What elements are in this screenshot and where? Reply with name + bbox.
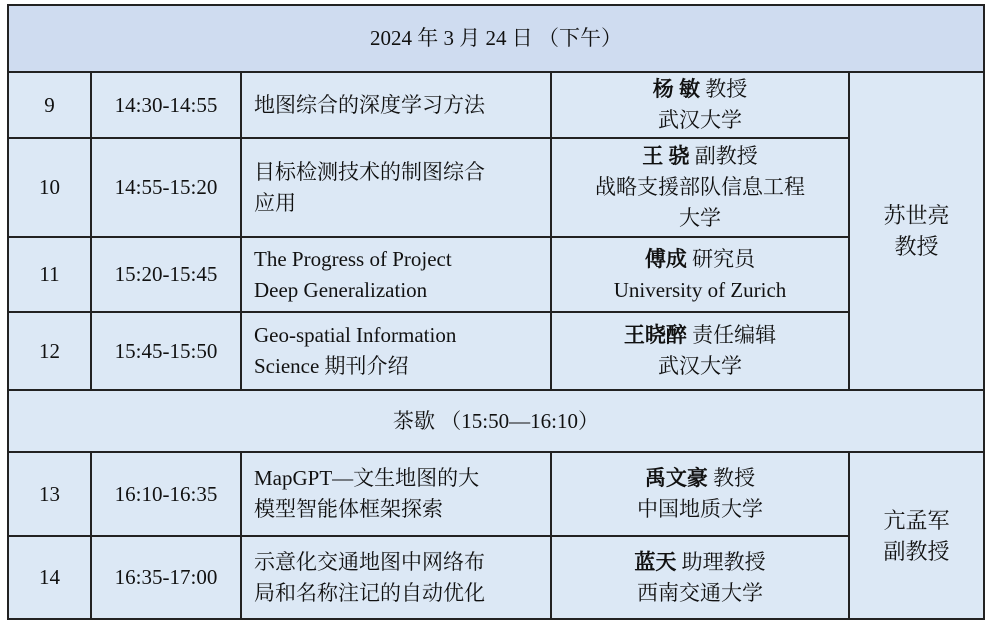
chair-title: 副教授 xyxy=(883,538,950,564)
speaker-cell xyxy=(551,312,849,390)
talk-number: 9 xyxy=(8,72,91,138)
speaker-name: 杨 敏 xyxy=(652,77,700,101)
speaker-line xyxy=(552,547,848,578)
chair-name: 亢孟军 xyxy=(883,507,950,533)
talk-title-line: 局和名称注记的自动优化 xyxy=(254,580,485,605)
speaker-name: 王 骁 xyxy=(642,144,690,168)
talk-title-line: 示意化交通地图中网络布 xyxy=(254,549,485,574)
speaker-line xyxy=(552,74,848,105)
tea-break: 茶歇 （15:50—16:10） xyxy=(8,390,984,452)
speaker-cell xyxy=(551,237,849,312)
speaker-cell xyxy=(551,138,849,237)
talk-title-line: The Progress of Project xyxy=(254,246,452,271)
talk-number: 11 xyxy=(8,237,91,312)
affiliation-line: 中国地质大学 xyxy=(637,497,763,521)
talk-title-line: Science 期刊介绍 xyxy=(254,354,409,378)
table-row xyxy=(8,237,984,312)
speaker-line xyxy=(552,244,848,275)
talk-title xyxy=(241,138,551,237)
affiliation-line: University of Zurich xyxy=(613,277,787,302)
speaker-name: 蓝天 xyxy=(634,549,677,574)
session-chair xyxy=(849,452,984,619)
speaker-line xyxy=(552,320,848,351)
talk-time: 16:10-16:35 xyxy=(91,452,241,536)
table-row xyxy=(8,452,984,536)
talk-time: 14:30-14:55 xyxy=(91,72,241,138)
talk-time: 14:55-15:20 xyxy=(91,138,241,237)
speaker-name: 傅成 xyxy=(644,246,687,271)
speaker-cell xyxy=(551,536,849,619)
talk-title xyxy=(241,536,551,619)
speaker-line xyxy=(552,463,848,494)
talk-time: 15:45-15:50 xyxy=(91,312,241,390)
talk-title xyxy=(241,72,551,138)
date-header-row xyxy=(8,5,984,72)
affiliation-line: 西南交通大学 xyxy=(637,580,763,605)
talk-number: 13 xyxy=(8,452,91,536)
affiliation-line: 大学 xyxy=(679,206,721,230)
talk-time: 15:20-15:45 xyxy=(91,237,241,312)
chair-title: 教授 xyxy=(894,234,939,259)
table-row xyxy=(8,72,984,138)
talk-title-line: 目标检测技术的制图综合 xyxy=(254,159,485,184)
affiliation-line: 武汉大学 xyxy=(658,108,742,132)
talk-number: 10 xyxy=(8,138,91,237)
speaker-title: 副教授 xyxy=(694,144,758,168)
table-row xyxy=(8,536,984,619)
session-chair xyxy=(849,72,984,390)
talk-title-line: 地图综合的深度学习方法 xyxy=(254,92,485,117)
talk-title-line: Deep Generalization xyxy=(254,277,428,302)
talk-number: 14 xyxy=(8,536,91,619)
affiliation-line: 武汉大学 xyxy=(658,354,742,378)
talk-title xyxy=(241,312,551,390)
speaker-title: 教授 xyxy=(705,77,748,101)
schedule-table xyxy=(7,4,985,620)
speaker-title: 研究员 xyxy=(692,246,756,271)
table-row xyxy=(8,138,984,237)
talk-title xyxy=(241,237,551,312)
speaker-name: 禹文豪 xyxy=(644,466,708,490)
break-row xyxy=(8,390,984,452)
speaker-title: 教授 xyxy=(713,466,756,490)
talk-title xyxy=(241,452,551,536)
date-header: 2024 年 3 月 24 日 （下午） xyxy=(8,5,984,72)
talk-number: 12 xyxy=(8,312,91,390)
affiliation-line: 战略支援部队信息工程 xyxy=(595,175,805,199)
speaker-title: 助理教授 xyxy=(681,549,766,574)
talk-title-line: Geo-spatial Information xyxy=(254,323,457,347)
speaker-cell xyxy=(551,452,849,536)
speaker-title: 责任编辑 xyxy=(692,323,777,347)
table-row xyxy=(8,312,984,390)
speaker-name: 王晓醉 xyxy=(623,323,687,347)
chair-name: 苏世亮 xyxy=(883,203,950,228)
talk-title-line: 应用 xyxy=(254,190,296,215)
talk-time: 16:35-17:00 xyxy=(91,536,241,619)
talk-title-line: 模型智能体框架探索 xyxy=(254,497,443,521)
talk-title-line: MapGPT—文生地图的大 xyxy=(254,466,480,490)
speaker-cell xyxy=(551,72,849,138)
speaker-line xyxy=(552,141,848,172)
